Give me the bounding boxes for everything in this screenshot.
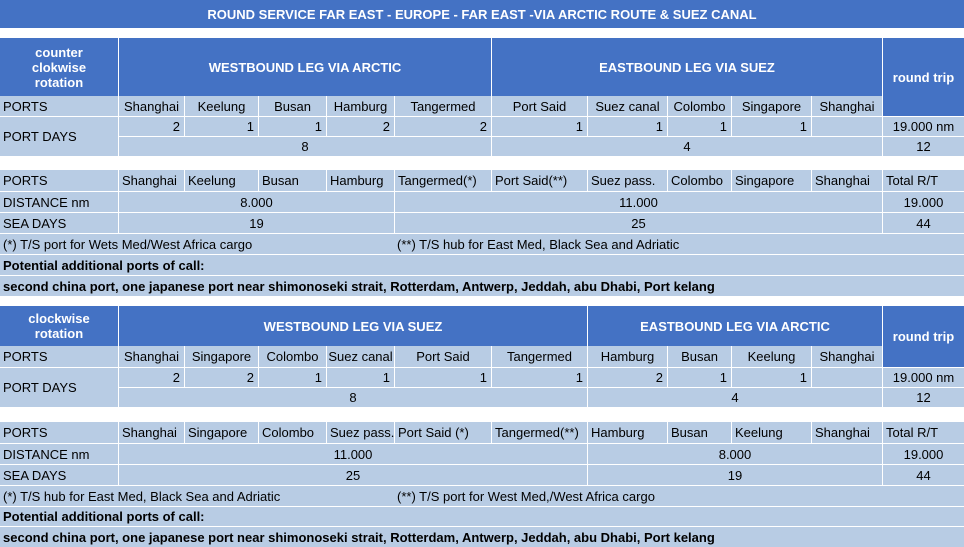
cw-east-distance: 8.000 [587,443,882,464]
ccw-additional-ports: second china port, one japanese port near shimonoseki strait, Rotterdam, Antwerp, Jeddah, abu Dhabi, Port kelang [0,275,964,296]
cw-round-trip-nm: 19.000 nm [882,367,964,387]
ccw-port-days-value: 1 [587,116,667,136]
cw-port-name: Singapore [184,346,258,367]
cw-distance-label: DISTANCE nm [0,443,118,464]
cw-dist-port-name: Busan [667,422,731,443]
cw-total-rt-label: Total R/T [882,422,964,443]
ccw-dist-port-name: Tangermed(*) [394,170,491,191]
ccw-port-name: Tangermed [394,96,491,116]
ccw-port-days-value: 1 [667,116,731,136]
cw-additional-ports: second china port, one japanese port near shimonoseki strait, Rotterdam, Antwerp, Jeddah, abu Dhabi, Port kelang [0,526,964,547]
cw-west-days: 8 [118,387,587,407]
cw-dist-port-name: Singapore [184,422,258,443]
cw-round-trip-header: round trip [882,306,964,367]
cw-port-name: Keelung [731,346,811,367]
cw-port-name: Suez canal [326,346,394,367]
ccw-port-days-value: 1 [731,116,811,136]
ccw-east-distance: 11.000 [394,191,882,212]
ccw-port-name: Shanghai [811,96,882,116]
cw-ports-label: PORTS [0,346,118,367]
ccw-port-name: Keelung [184,96,258,116]
cw-port-days-value: 1 [667,367,731,387]
ccw-dist-port-name: Shanghai [118,170,184,191]
cw-port-days-value: 2 [118,367,184,387]
ccw-port-name: Shanghai [118,96,184,116]
ccw-east-days: 4 [491,136,882,156]
cw-note-right: (**) T/S port for West Med,/West Africa cargo [394,485,964,506]
cw-dist-port-name: Hamburg [587,422,667,443]
ccw-port-days-value: 2 [394,116,491,136]
ccw-eastbound-header: EASTBOUND LEG VIA SUEZ [491,38,882,96]
cw-east-days: 4 [587,387,882,407]
ccw-dist-port-name: Keelung [184,170,258,191]
cw-additional-label: Potential additional ports of call: [0,506,964,526]
cw-port-days-value: 2 [587,367,667,387]
cw-port-days-value: 1 [731,367,811,387]
ccw-dist-port-name: Singapore [731,170,811,191]
sheet-title: ROUND SERVICE FAR EAST - EUROPE - FAR EAST -VIA ARCTIC ROUTE & SUEZ CANAL [0,0,964,28]
ccw-port-name: Port Said [491,96,587,116]
ccw-dist-port-name: Colombo [667,170,731,191]
ccw-port-name: Colombo [667,96,731,116]
ccw-port-name: Suez canal [587,96,667,116]
cw-eastbound-header: EASTBOUND LEG VIA ARCTIC [587,306,882,346]
cw-dist-port-name: Suez pass. [326,422,394,443]
ccw-port-days-value: 2 [118,116,184,136]
ccw-west-distance: 8.000 [118,191,394,212]
ccw-east-sea-days: 25 [394,212,882,233]
cw-port-name: Shanghai [811,346,882,367]
cw-east-sea-days: 19 [587,464,882,485]
cw-sea-days-label: SEA DAYS [0,464,118,485]
ccw-port-name: Busan [258,96,326,116]
ccw-west-days: 8 [118,136,491,156]
cw-port-days-value: 1 [394,367,491,387]
ccw-dist-port-name: Suez pass. [587,170,667,191]
cw-note-left: (*) T/S hub for East Med, Black Sea and Adriatic [0,485,394,506]
cw-dist-ports-label: PORTS [0,422,118,443]
cw-dist-port-name: Colombo [258,422,326,443]
ccw-west-sea-days: 19 [118,212,394,233]
cw-port-name: Shanghai [118,346,184,367]
cw-port-name: Tangermed [491,346,587,367]
cw-west-distance: 11.000 [118,443,587,464]
ccw-port-days-value: 1 [258,116,326,136]
cw-westbound-header: WESTBOUND LEG VIA SUEZ [118,306,587,346]
cw-total-distance: 19.000 [882,443,964,464]
ccw-additional-label: Potential additional ports of call: [0,254,964,275]
cw-dist-port-name: Keelung [731,422,811,443]
cw-port-name: Busan [667,346,731,367]
cw-port-days-value: 1 [258,367,326,387]
cw-dist-port-name: Tangermed(**) [491,422,587,443]
ccw-note-right: (**) T/S hub for East Med, Black Sea and Adriatic [394,233,964,254]
cw-total-sea-days: 44 [882,464,964,485]
ccw-dist-port-name: Busan [258,170,326,191]
ccw-westbound-header: WESTBOUND LEG VIA ARCTIC [118,38,491,96]
ccw-total-rt-label: Total R/T [882,170,964,191]
cw-port-name: Colombo [258,346,326,367]
ccw-note-left: (*) T/S port for Wets Med/West Africa cargo [0,233,394,254]
cw-rotation-label: clockwise rotation [0,306,118,346]
ccw-port-days-value: 1 [491,116,587,136]
cw-port-days-value: 1 [491,367,587,387]
ccw-total-distance: 19.000 [882,191,964,212]
ccw-ports-label: PORTS [0,96,118,116]
ccw-round-trip-header: round trip [882,38,964,116]
cw-port-days-value [811,367,882,387]
ccw-dist-ports-label: PORTS [0,170,118,191]
cw-dist-port-name: Shanghai [811,422,882,443]
cw-west-sea-days: 25 [118,464,587,485]
ccw-port-days-value: 2 [326,116,394,136]
cw-dist-port-name: Shanghai [118,422,184,443]
ccw-total-days: 12 [882,136,964,156]
ccw-round-trip-nm: 19.000 nm [882,116,964,136]
ccw-total-sea-days: 44 [882,212,964,233]
ccw-rotation-label: counter clokwise rotation [0,38,118,96]
cw-port-name: Port Said [394,346,491,367]
cw-total-days: 12 [882,387,964,407]
cw-port-days-label: PORT DAYS [0,367,118,407]
ccw-dist-port-name: Shanghai [811,170,882,191]
ccw-port-days-value: 1 [184,116,258,136]
ccw-sea-days-label: SEA DAYS [0,212,118,233]
ccw-port-name: Singapore [731,96,811,116]
ccw-port-name: Hamburg [326,96,394,116]
ccw-port-days-value [811,116,882,136]
ccw-port-days-label: PORT DAYS [0,116,118,156]
ccw-dist-port-name: Port Said(**) [491,170,587,191]
cw-port-name: Hamburg [587,346,667,367]
ccw-distance-label: DISTANCE nm [0,191,118,212]
cw-port-days-value: 1 [326,367,394,387]
cw-dist-port-name: Port Said (*) [394,422,491,443]
cw-port-days-value: 2 [184,367,258,387]
ccw-dist-port-name: Hamburg [326,170,394,191]
